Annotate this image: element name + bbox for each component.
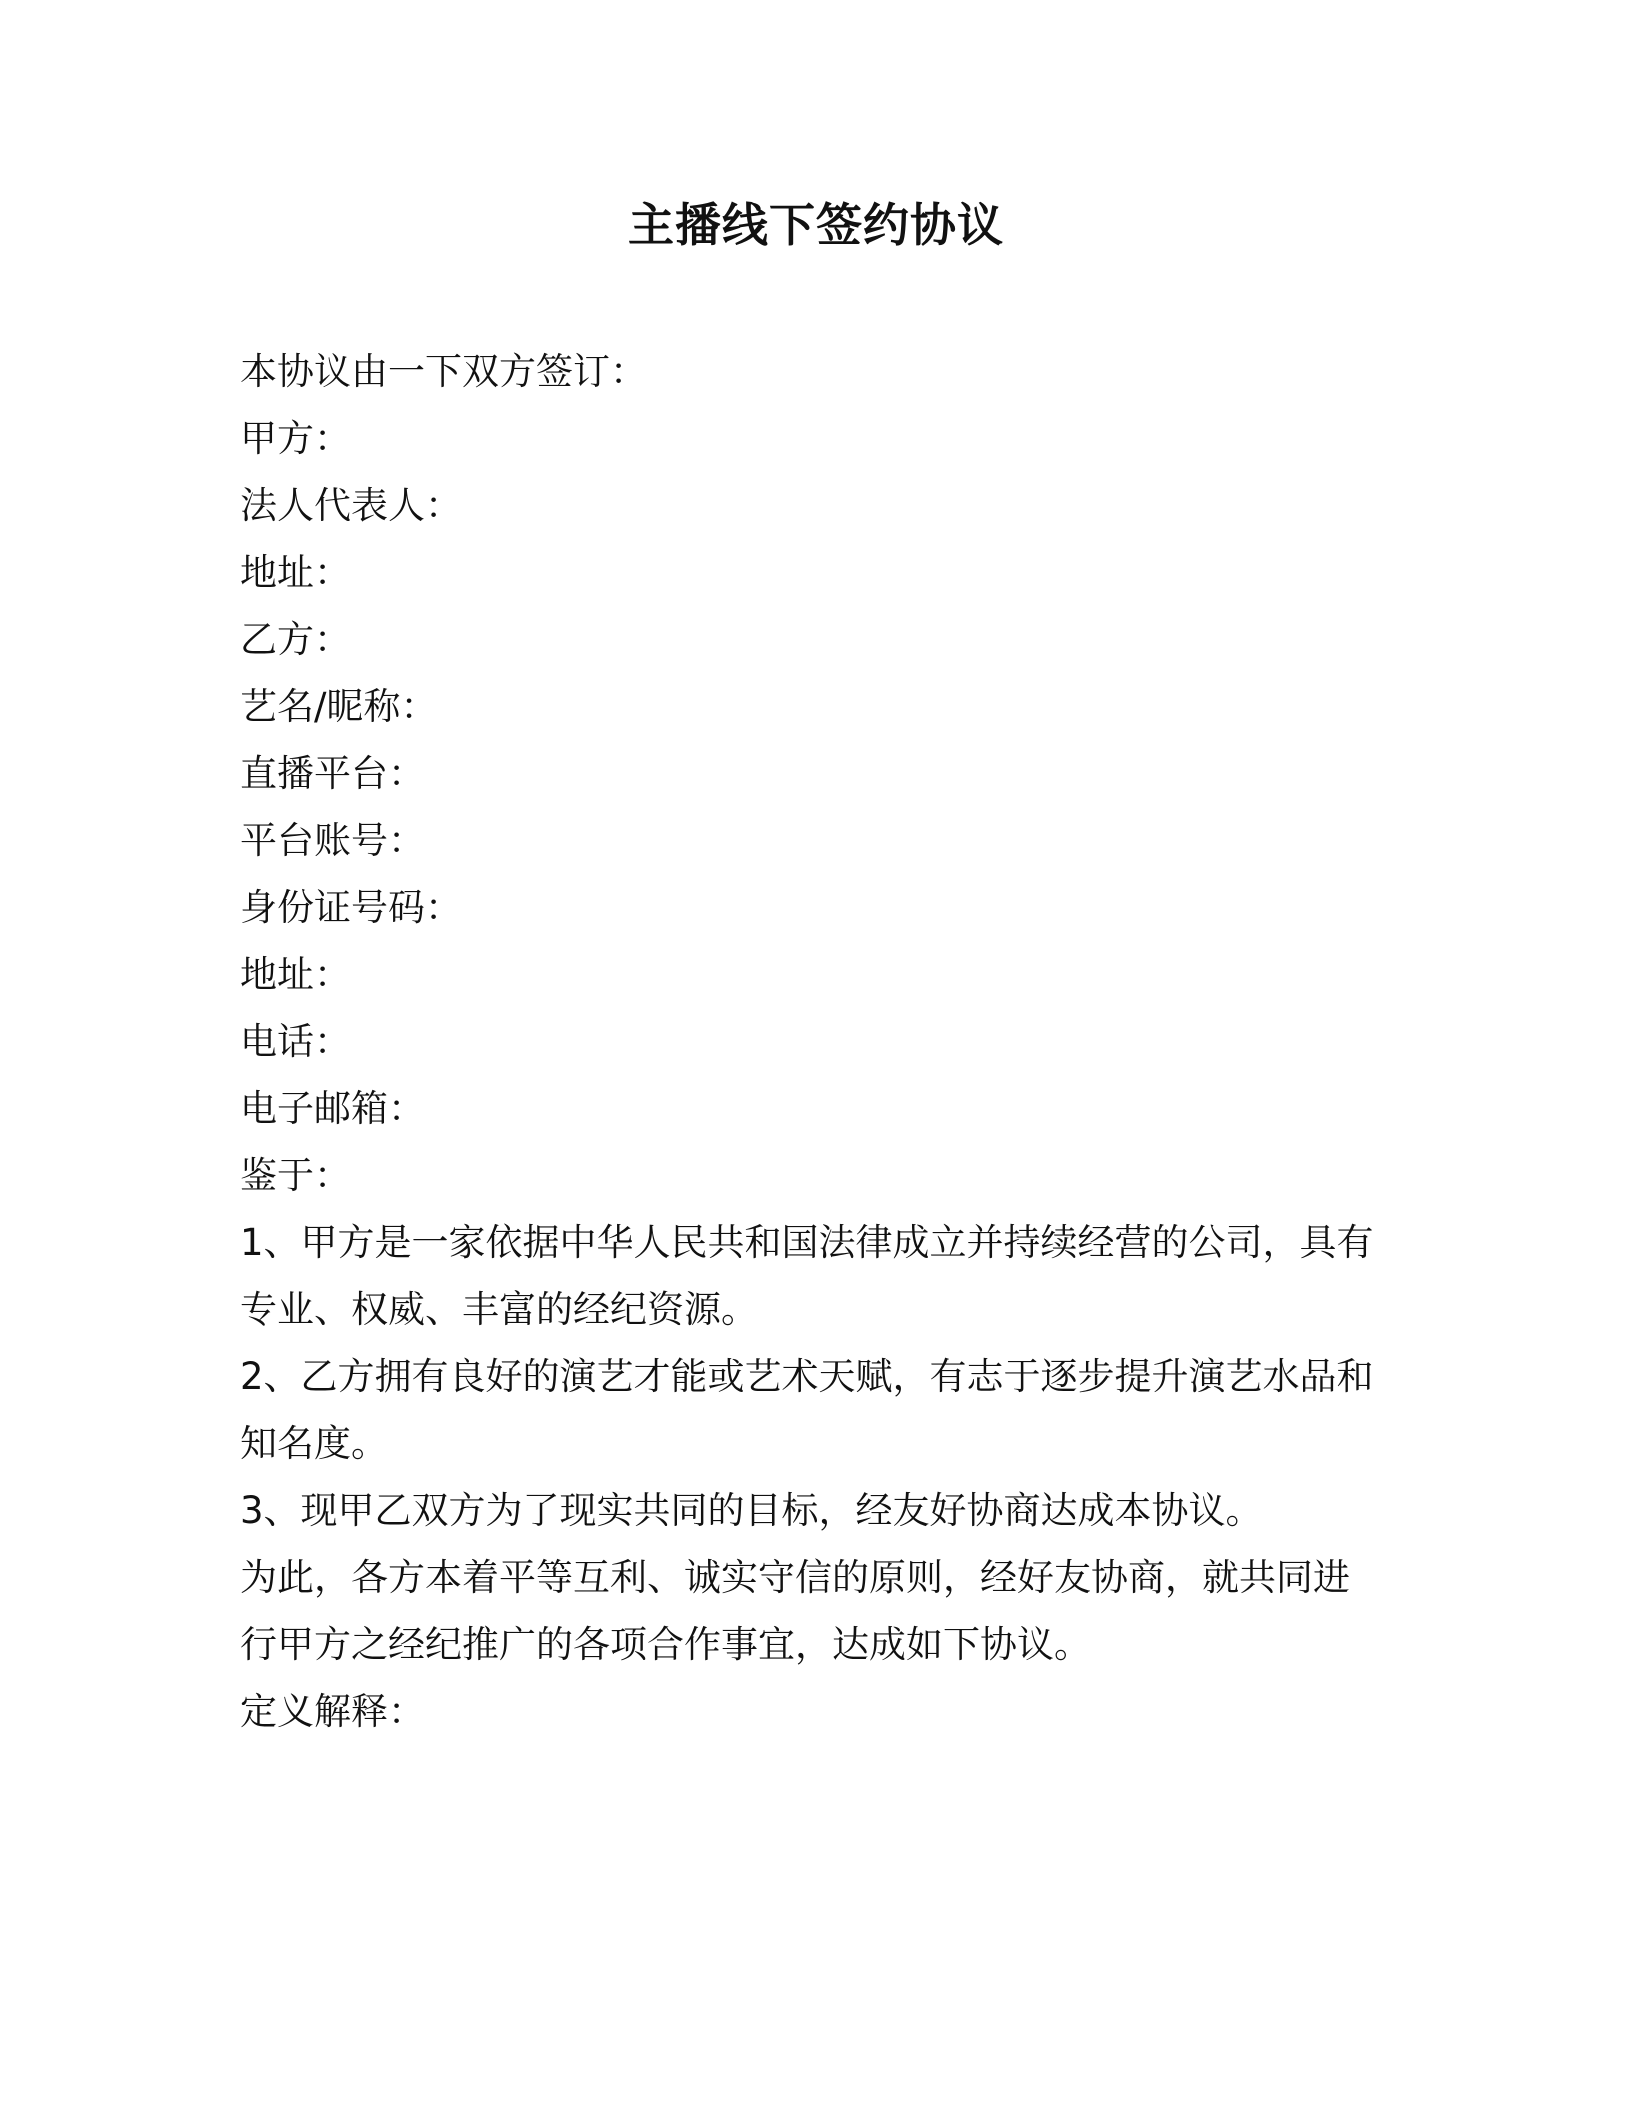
whereas-item-1-line-1: 1、甲方是一家依据中华人民共和国法律成立并持续经营的公司，具有 — [240, 1221, 1374, 1264]
closing-paragraph — [240, 1544, 1380, 1678]
email-label: 电子邮箱： — [240, 1087, 425, 1130]
whereas-label: 鉴于： — [240, 1154, 351, 1197]
party-a-label: 甲方： — [240, 417, 351, 460]
legal-representative-label: 法人代表人： — [240, 484, 462, 527]
whereas-item-2-line-1: 2、乙方拥有良好的演艺才能或艺术天赋，有志于逐步提升演艺水品和 — [240, 1355, 1374, 1398]
stage-name-label: 艺名/昵称： — [240, 685, 438, 728]
live-platform-label: 直播平台： — [240, 752, 425, 795]
party-b-label: 乙方： — [240, 618, 351, 661]
definitions-label: 定义解释： — [240, 1690, 425, 1733]
whereas-item-1-line-2: 专业、权威、丰富的经纪资源。 — [240, 1288, 758, 1331]
id-number-label: 身份证号码： — [240, 886, 462, 929]
whereas-item-1 — [240, 1209, 1380, 1343]
document-title: 主播线下签约协议 — [628, 198, 1004, 252]
document-body — [240, 338, 1380, 1745]
closing-line-1: 为此，各方本着平等互利、诚实守信的原则，经好友协商，就共同进 — [240, 1556, 1350, 1599]
whereas-item-3 — [240, 1477, 1380, 1544]
intro-line: 本协议由一下双方签订： — [240, 350, 647, 393]
party-b-address-label: 地址： — [240, 953, 351, 996]
whereas-item-2-line-2: 知名度。 — [240, 1422, 388, 1465]
phone-label: 电话： — [240, 1020, 351, 1063]
party-a-address-label: 地址： — [240, 551, 351, 594]
whereas-item-3-line-1: 3、现甲乙双方为了现实共同的目标，经友好协商达成本协议。 — [240, 1489, 1263, 1532]
whereas-item-2 — [240, 1343, 1380, 1477]
platform-account-label: 平台账号： — [240, 819, 425, 862]
closing-line-2: 行甲方之经纪推广的各项合作事宜，达成如下协议。 — [240, 1623, 1091, 1666]
